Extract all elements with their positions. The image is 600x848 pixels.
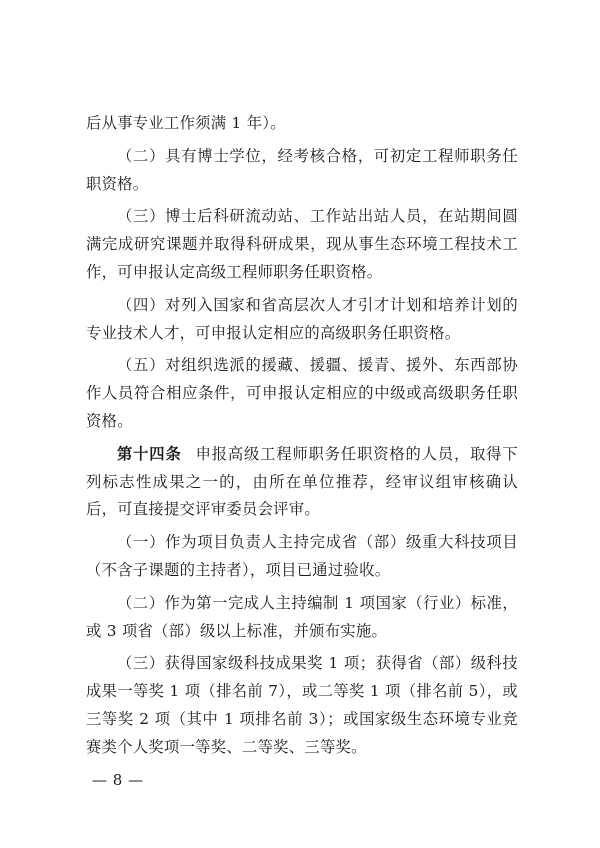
article-14-item-1: （一）作为项目负责人主持完成省（部）级重大科技项目（不含子课题的主持者），项目已通过验收。 <box>86 533 518 579</box>
paragraph-item-2: （二）具有博士学位，经考核合格，可初定工程师职务任职资格。 <box>86 146 518 193</box>
article-14-text: 申报高级工程师职务任职资格的人员，取得下列标志性成果之一的，由所在单位推荐，经审议组审核确认后，可直接提交评审委员会评审。 <box>86 444 518 519</box>
paragraph-item-4: （四）对列入国家和省高层次人才引才计划和培养计划的专业技术人才，可申报认定相应的高级职务任职资格。 <box>86 295 518 342</box>
article-14-item-2: （二）作为第一完成人主持编制 1 项国家（行业）标准，或 3 项省（部）级以上标准，并颁布实施。 <box>86 593 518 640</box>
article-14-paragraph <box>86 441 518 524</box>
article-14-heading: 第十四条 <box>117 444 182 463</box>
article-14-item-3: （三）获得国家级科技成果奖 1 项；获得省（部）级科技成果一等奖 1 项（排名前 7），或二等奖 1 项（排名前 5），或三等奖 2 项（其中 1 项排名前 3）；或国家级生态环境专业竞赛类个人奖项一等奖、二等奖、三等奖。 <box>86 654 518 756</box>
paragraph-item-3: （三）博士后科研流动站、工作站出站人员，在站期间圆满完成研究课题并取得科研成果，现从事生态环境工程技术工作，可申报认定高级工程师职务任职资格。 <box>86 207 518 281</box>
document-body <box>86 110 518 767</box>
paragraph-continuation: 后从事专业工作须满 1 年）。 <box>86 114 286 132</box>
page-number: — 8 — <box>92 771 144 789</box>
paragraph-item-5: （五）对组织选派的援藏、援疆、援青、援外、东西部协作人员符合相应条件，可申报认定相应的中级或高级职务任职资格。 <box>86 356 518 430</box>
